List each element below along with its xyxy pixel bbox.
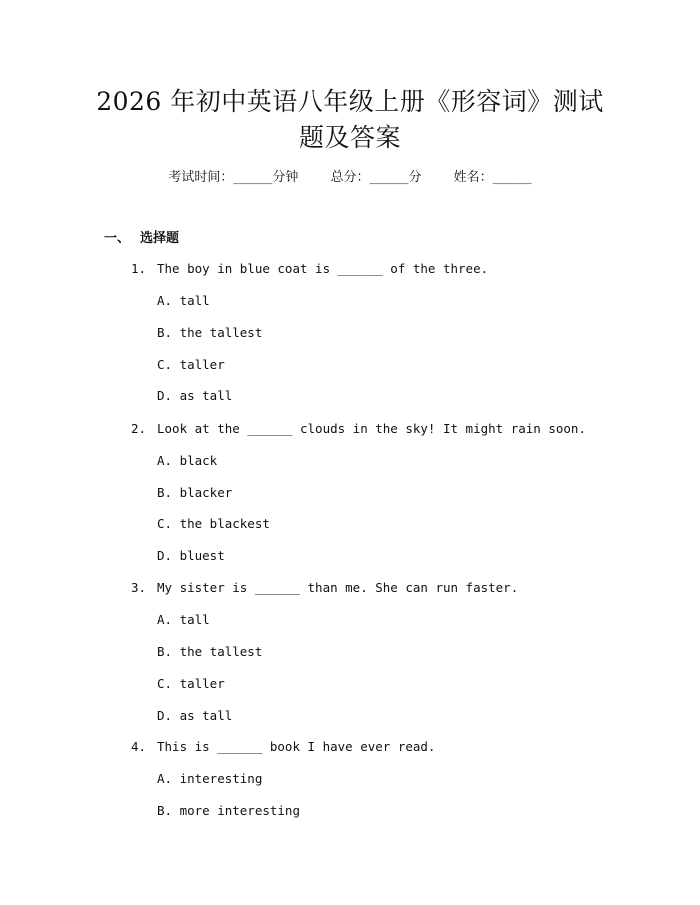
question-2 — [131, 420, 586, 438]
document-title-line-1: 2026 年初中英语八年级上册《形容词》测试 — [96, 87, 604, 116]
total-score: 总分：______分 — [330, 170, 422, 185]
question-4 — [131, 738, 435, 756]
option-1a: A. tall — [157, 293, 210, 308]
question-text: My sister is ______ than me. She can run faster. — [157, 580, 519, 595]
option-2c: C. the blackest — [157, 516, 270, 531]
option-4a: A. interesting — [157, 771, 263, 786]
option-4b: B. more interesting — [157, 803, 300, 818]
section-number: 一、 — [104, 231, 131, 246]
option-1b: B. the tallest — [157, 325, 263, 340]
question-1 — [131, 260, 488, 278]
document-title-line-2: 题及答案 — [298, 123, 401, 152]
option-2a: A. black — [157, 453, 218, 468]
option-1d: D. as tall — [157, 388, 233, 403]
exam-time: 考试时间：______分钟 — [168, 170, 299, 185]
question-number: 1. — [131, 261, 147, 276]
option-3c: C. taller — [157, 676, 225, 691]
question-3 — [131, 579, 518, 597]
option-3d: D. as tall — [157, 708, 233, 723]
question-number: 2. — [131, 421, 147, 436]
option-3a: A. tall — [157, 612, 210, 627]
question-text: The boy in blue coat is ______ of the three. — [157, 261, 489, 276]
question-text: Look at the ______ clouds in the sky! It might rain soon. — [157, 421, 586, 436]
question-number: 3. — [131, 580, 147, 595]
exam-meta — [0, 168, 700, 188]
option-2b: B. blacker — [157, 485, 233, 500]
option-3b: B. the tallest — [157, 644, 263, 659]
student-name: 姓名：______ — [453, 170, 532, 185]
section-label: 选择题 — [140, 231, 180, 246]
option-1c: C. taller — [157, 357, 225, 372]
question-text: This is ______ book I have ever read. — [157, 739, 436, 754]
question-number: 4. — [131, 739, 147, 754]
section-heading — [104, 229, 179, 249]
option-2d: D. bluest — [157, 548, 225, 563]
